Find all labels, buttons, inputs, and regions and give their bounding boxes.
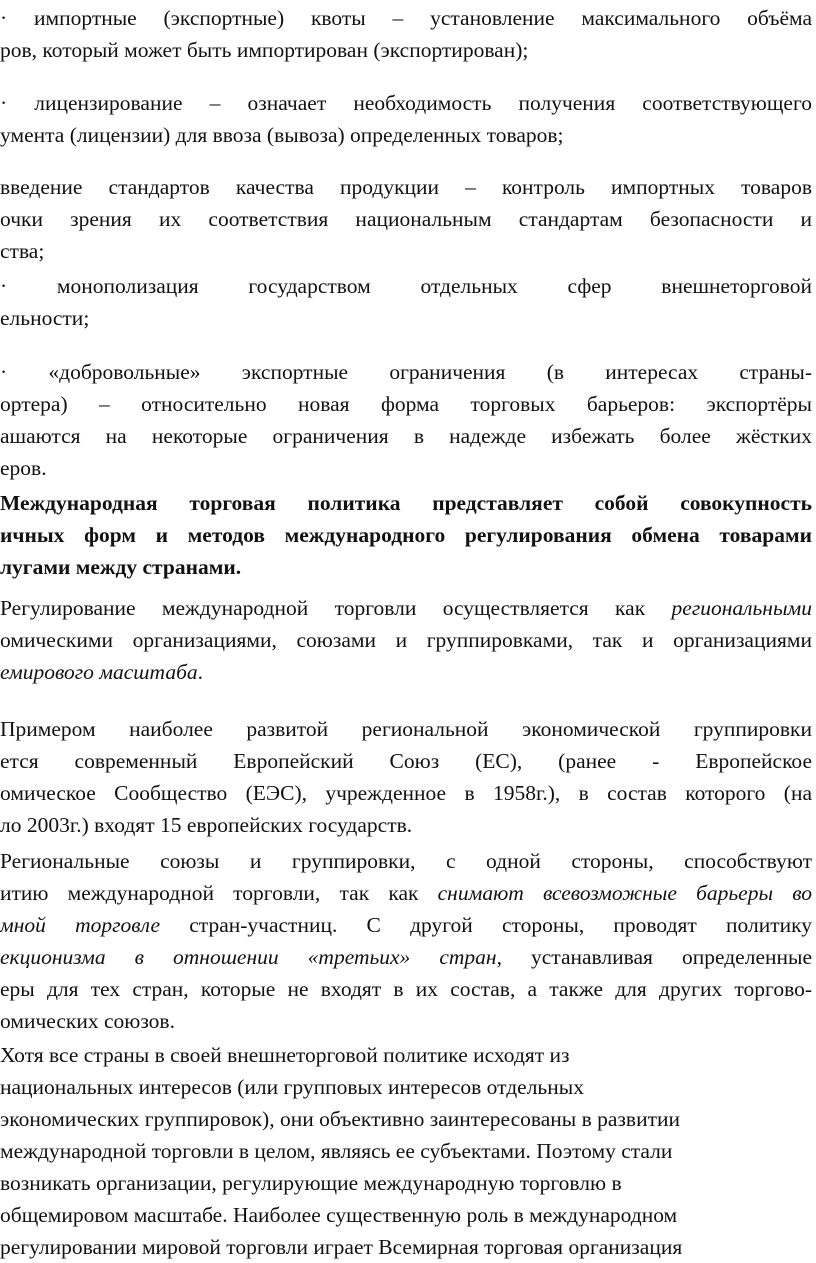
text-run: ства; bbox=[0, 239, 45, 263]
text-run: еры для тех стран, которые не входят в их состав, а также для других торгово- bbox=[0, 977, 812, 1001]
text-line bbox=[0, 1005, 812, 1037]
text-run: ельности; bbox=[0, 306, 90, 330]
text-run: ортера) – относительно новая форма торговых барьеров: экспортёры bbox=[0, 392, 812, 416]
text-line bbox=[0, 1103, 812, 1135]
text-line bbox=[0, 87, 812, 119]
text-run: · «добровольные» экспортные ограничения (в интересах страны- bbox=[0, 360, 812, 384]
text-run: · лицензирование – означает необходимость получения соответствующего bbox=[0, 91, 812, 115]
text-run: ашаются на некоторые ограничения в надежде избежать более жёстких bbox=[0, 424, 812, 448]
text-run: умента (лицензии) для ввоза (вывоза) определенных товаров; bbox=[0, 123, 564, 147]
text-line bbox=[0, 1071, 812, 1103]
text-line bbox=[0, 1231, 812, 1263]
text-run: экономических группировок), они объективно заинтересованы в развитии bbox=[0, 1107, 680, 1131]
text-run: омических союзов. bbox=[0, 1009, 175, 1033]
text-run: национальных интересов (или групповых интересов отдельных bbox=[0, 1075, 584, 1099]
text-line bbox=[0, 420, 812, 452]
text-run: ров, который может быть импортирован (экспортирован); bbox=[0, 38, 529, 62]
text-line bbox=[0, 877, 812, 909]
text-line bbox=[0, 270, 812, 302]
text-run: омическое Сообщество (ЕЭС), учрежденное в 1958г.), в состав которого (на bbox=[0, 781, 812, 805]
italic-text: екционизма в отношении «третьих» стран bbox=[0, 945, 497, 969]
text-line bbox=[0, 1039, 812, 1071]
text-line bbox=[0, 302, 812, 334]
text-run: · импортные (экспортные) квоты – установление максимального объёма bbox=[0, 6, 812, 30]
text-line bbox=[0, 845, 812, 877]
text-run: Хотя все страны в своей внешнеторговой политике исходят из bbox=[0, 1043, 570, 1067]
text-line bbox=[0, 235, 812, 267]
text-line bbox=[0, 777, 812, 809]
text-line bbox=[0, 119, 812, 151]
text-line bbox=[0, 203, 812, 235]
text-line bbox=[0, 624, 812, 656]
text-line bbox=[0, 1135, 812, 1167]
text-run: . bbox=[197, 660, 204, 684]
text-line bbox=[0, 973, 812, 1005]
text-line bbox=[0, 909, 812, 941]
text-run: Региональные союзы и группировки, с одной стороны, способствуют bbox=[0, 849, 812, 873]
text-line bbox=[0, 487, 812, 519]
text-run: · монополизация государством отдельных сфер внешнеторговой bbox=[0, 274, 812, 298]
text-run: еров. bbox=[0, 456, 47, 480]
text-run: стран-участниц. С другой стороны, проводят политику bbox=[160, 913, 812, 937]
text-run: итию международной торговли, так как bbox=[0, 881, 438, 905]
italic-text: региональными bbox=[671, 596, 812, 620]
text-line bbox=[0, 2, 812, 34]
text-run: лугами между странами. bbox=[0, 555, 242, 579]
text-run: возникать организации, регулирующие международную торговлю в bbox=[0, 1171, 622, 1195]
text-run: ичных форм и методов международного регулирования обмена товарами bbox=[0, 523, 812, 547]
text-line bbox=[0, 519, 812, 551]
text-line bbox=[0, 941, 812, 973]
text-run: введение стандартов качества продукции – контроль импортных товаров bbox=[0, 175, 812, 199]
text-run: очки зрения их соответствия национальным стандартам безопасности и bbox=[0, 207, 812, 231]
text-line bbox=[0, 34, 812, 66]
text-line bbox=[0, 452, 812, 484]
text-line bbox=[0, 551, 812, 583]
text-run: Примером наиболее развитой региональной экономической группировки bbox=[0, 717, 812, 741]
text-run: общемировом масштабе. Наиболее существенную роль в международном bbox=[0, 1203, 678, 1227]
text-line bbox=[0, 356, 812, 388]
text-line bbox=[0, 1167, 812, 1199]
text-line bbox=[0, 1199, 812, 1231]
italic-text: мной торговле bbox=[0, 913, 161, 937]
text-run: Регулирование международной торговли осуществляется как bbox=[0, 596, 672, 620]
text-line bbox=[0, 809, 812, 841]
text-run: омическими организациями, союзами и группировками, так и организациями bbox=[0, 628, 812, 652]
text-run: международной торговли в целом, являясь ее субъектами. Поэтому стали bbox=[0, 1139, 673, 1163]
text-line bbox=[0, 745, 812, 777]
text-run: , устанавливая определенные bbox=[496, 945, 812, 969]
text-line bbox=[0, 656, 812, 688]
text-run: регулировании мировой торговли играет Всемирная торговая организация bbox=[0, 1235, 683, 1259]
text-line bbox=[0, 171, 812, 203]
text-run: Международная торговая политика представляет собой совокупность bbox=[0, 491, 812, 515]
text-run: ется современный Европейский Союз (ЕС), (ранее - Европейское bbox=[0, 749, 812, 773]
text-line bbox=[0, 713, 812, 745]
text-line bbox=[0, 388, 812, 420]
text-line bbox=[0, 592, 812, 624]
text-run: ло 2003г.) входят 15 европейских государств. bbox=[0, 813, 413, 837]
italic-text: емирового масштаба bbox=[0, 660, 198, 684]
italic-text: снимают всевозможные барьеры во bbox=[437, 881, 813, 905]
